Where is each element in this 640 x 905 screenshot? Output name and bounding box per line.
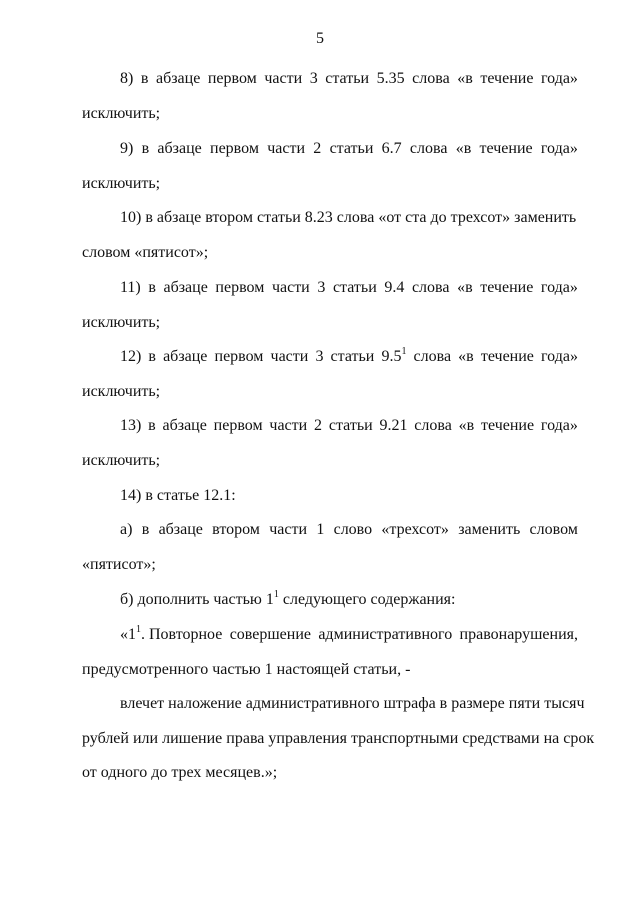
word: статьи	[332, 279, 377, 296]
word: течение	[480, 279, 534, 296]
quote-word: совершение	[229, 626, 311, 643]
word: «в	[455, 140, 472, 157]
word: 9.4	[384, 279, 405, 296]
word: части	[269, 521, 308, 538]
item-11-line-1	[120, 278, 578, 298]
word: 13)	[120, 417, 142, 434]
word: «в	[457, 70, 473, 87]
item-12-word: 3	[315, 348, 324, 365]
word: части	[269, 417, 308, 434]
item-12-word: «в	[458, 348, 474, 365]
word: части	[264, 70, 303, 87]
word: 11)	[120, 279, 141, 296]
word: статьи	[328, 417, 373, 434]
word: абзаце	[162, 417, 207, 434]
word: 5.35	[376, 70, 405, 87]
word: «в	[457, 279, 473, 296]
item-11-line-2: исключить;	[82, 314, 161, 331]
word: в	[148, 279, 156, 296]
word: абзаце	[163, 279, 208, 296]
item-12-word: статьи	[330, 348, 375, 365]
superscript: 1	[401, 345, 407, 357]
item-9-line-2: исключить;	[82, 175, 161, 192]
item-12-word: абзаце	[163, 348, 208, 365]
word: статьи	[329, 140, 374, 157]
word: слова	[414, 417, 452, 434]
item-12-line-1	[120, 347, 578, 367]
item-14-heading: 14) в статье 12.1:	[120, 487, 236, 504]
item-12-word: слова	[413, 348, 452, 365]
word: года»	[540, 279, 578, 296]
subitem-b-line	[120, 590, 455, 610]
quote-word: правонарушения,	[459, 626, 578, 643]
quote-lead: «$1^1$. Повторное	[120, 623, 223, 643]
item-9-line-1	[120, 139, 578, 159]
word: статьи	[325, 70, 370, 87]
word: течение	[480, 70, 534, 87]
word: словом	[529, 521, 578, 538]
word: а)	[120, 521, 133, 538]
word: течение	[479, 140, 533, 157]
item-13-line-1	[120, 416, 578, 436]
word: первом	[210, 140, 259, 157]
word: части	[267, 140, 306, 157]
item-10-line-1: 10) в абзаце втором статьи 8.23 слова «от ста до трехсот» заменить	[120, 209, 577, 226]
item-12-word: первом	[214, 348, 264, 365]
sanction-line-1: влечет наложение административного штрафа в размере пяти тысяч	[120, 695, 585, 712]
word: 3	[309, 70, 318, 87]
word: 2	[314, 417, 323, 434]
word: 9)	[120, 140, 134, 157]
quote-line-1	[120, 625, 578, 645]
word: в	[140, 70, 149, 87]
item-12-line-2: исключить;	[82, 383, 161, 400]
word: первом	[207, 70, 257, 87]
word: слово	[333, 521, 373, 538]
word: слова	[411, 279, 450, 296]
word: в	[148, 417, 156, 434]
quote-line-2: предусмотренного частью 1 настоящей статьи, -	[82, 661, 411, 678]
item-8-line-1	[120, 69, 578, 89]
word: 3	[317, 279, 326, 296]
word: 2	[313, 140, 322, 157]
word: в	[141, 521, 150, 538]
word: абзаце	[158, 521, 203, 538]
word: заменить	[458, 521, 521, 538]
word: года»	[540, 70, 578, 87]
subitem-b-text-end: следующего содержания:	[278, 591, 456, 608]
word: слова	[412, 70, 450, 87]
word: части	[271, 279, 310, 296]
quote-word: административного	[318, 626, 453, 643]
subitem-a-line-2: «пятисот»;	[82, 556, 156, 573]
word: «в	[458, 417, 475, 434]
subitem-a-line-1	[120, 520, 578, 540]
word: абзаце	[157, 140, 202, 157]
item-12-word: течение	[480, 348, 534, 365]
word: течение	[481, 417, 535, 434]
item-13-line-2: исключить;	[82, 452, 161, 469]
page-number: 5	[316, 30, 324, 47]
word: первом	[215, 279, 265, 296]
word: первом	[213, 417, 263, 434]
item-8-line-2: исключить;	[82, 105, 161, 122]
item-12-article-number: $9.5^1$	[381, 345, 407, 365]
word: 1	[316, 521, 325, 538]
item-12-word: года»	[541, 348, 578, 365]
item-12-word: в	[148, 348, 156, 365]
word: в	[141, 140, 150, 157]
item-10-line-2: словом «пятисот»;	[82, 244, 209, 261]
word: года»	[540, 417, 578, 434]
sanction-line-3: от одного до трех месяцев.»;	[82, 764, 278, 781]
word: года»	[540, 140, 578, 157]
word: «трехсот»	[381, 521, 449, 538]
sanction-line-2: рублей или лишение права управления транспортными средствами на срок	[82, 730, 595, 747]
word: абзаце	[155, 70, 201, 87]
superscript: 1	[136, 623, 141, 635]
item-12-word: 12)	[120, 348, 142, 365]
word: слова	[409, 140, 448, 157]
word: 8)	[120, 70, 134, 87]
word: втором	[212, 521, 260, 538]
word: 6.7	[381, 140, 402, 157]
subitem-b-text: б) дополнить частью 1	[120, 591, 274, 608]
word: 9.21	[379, 417, 408, 434]
superscript: 1	[273, 588, 279, 600]
item-12-word: части	[270, 348, 309, 365]
